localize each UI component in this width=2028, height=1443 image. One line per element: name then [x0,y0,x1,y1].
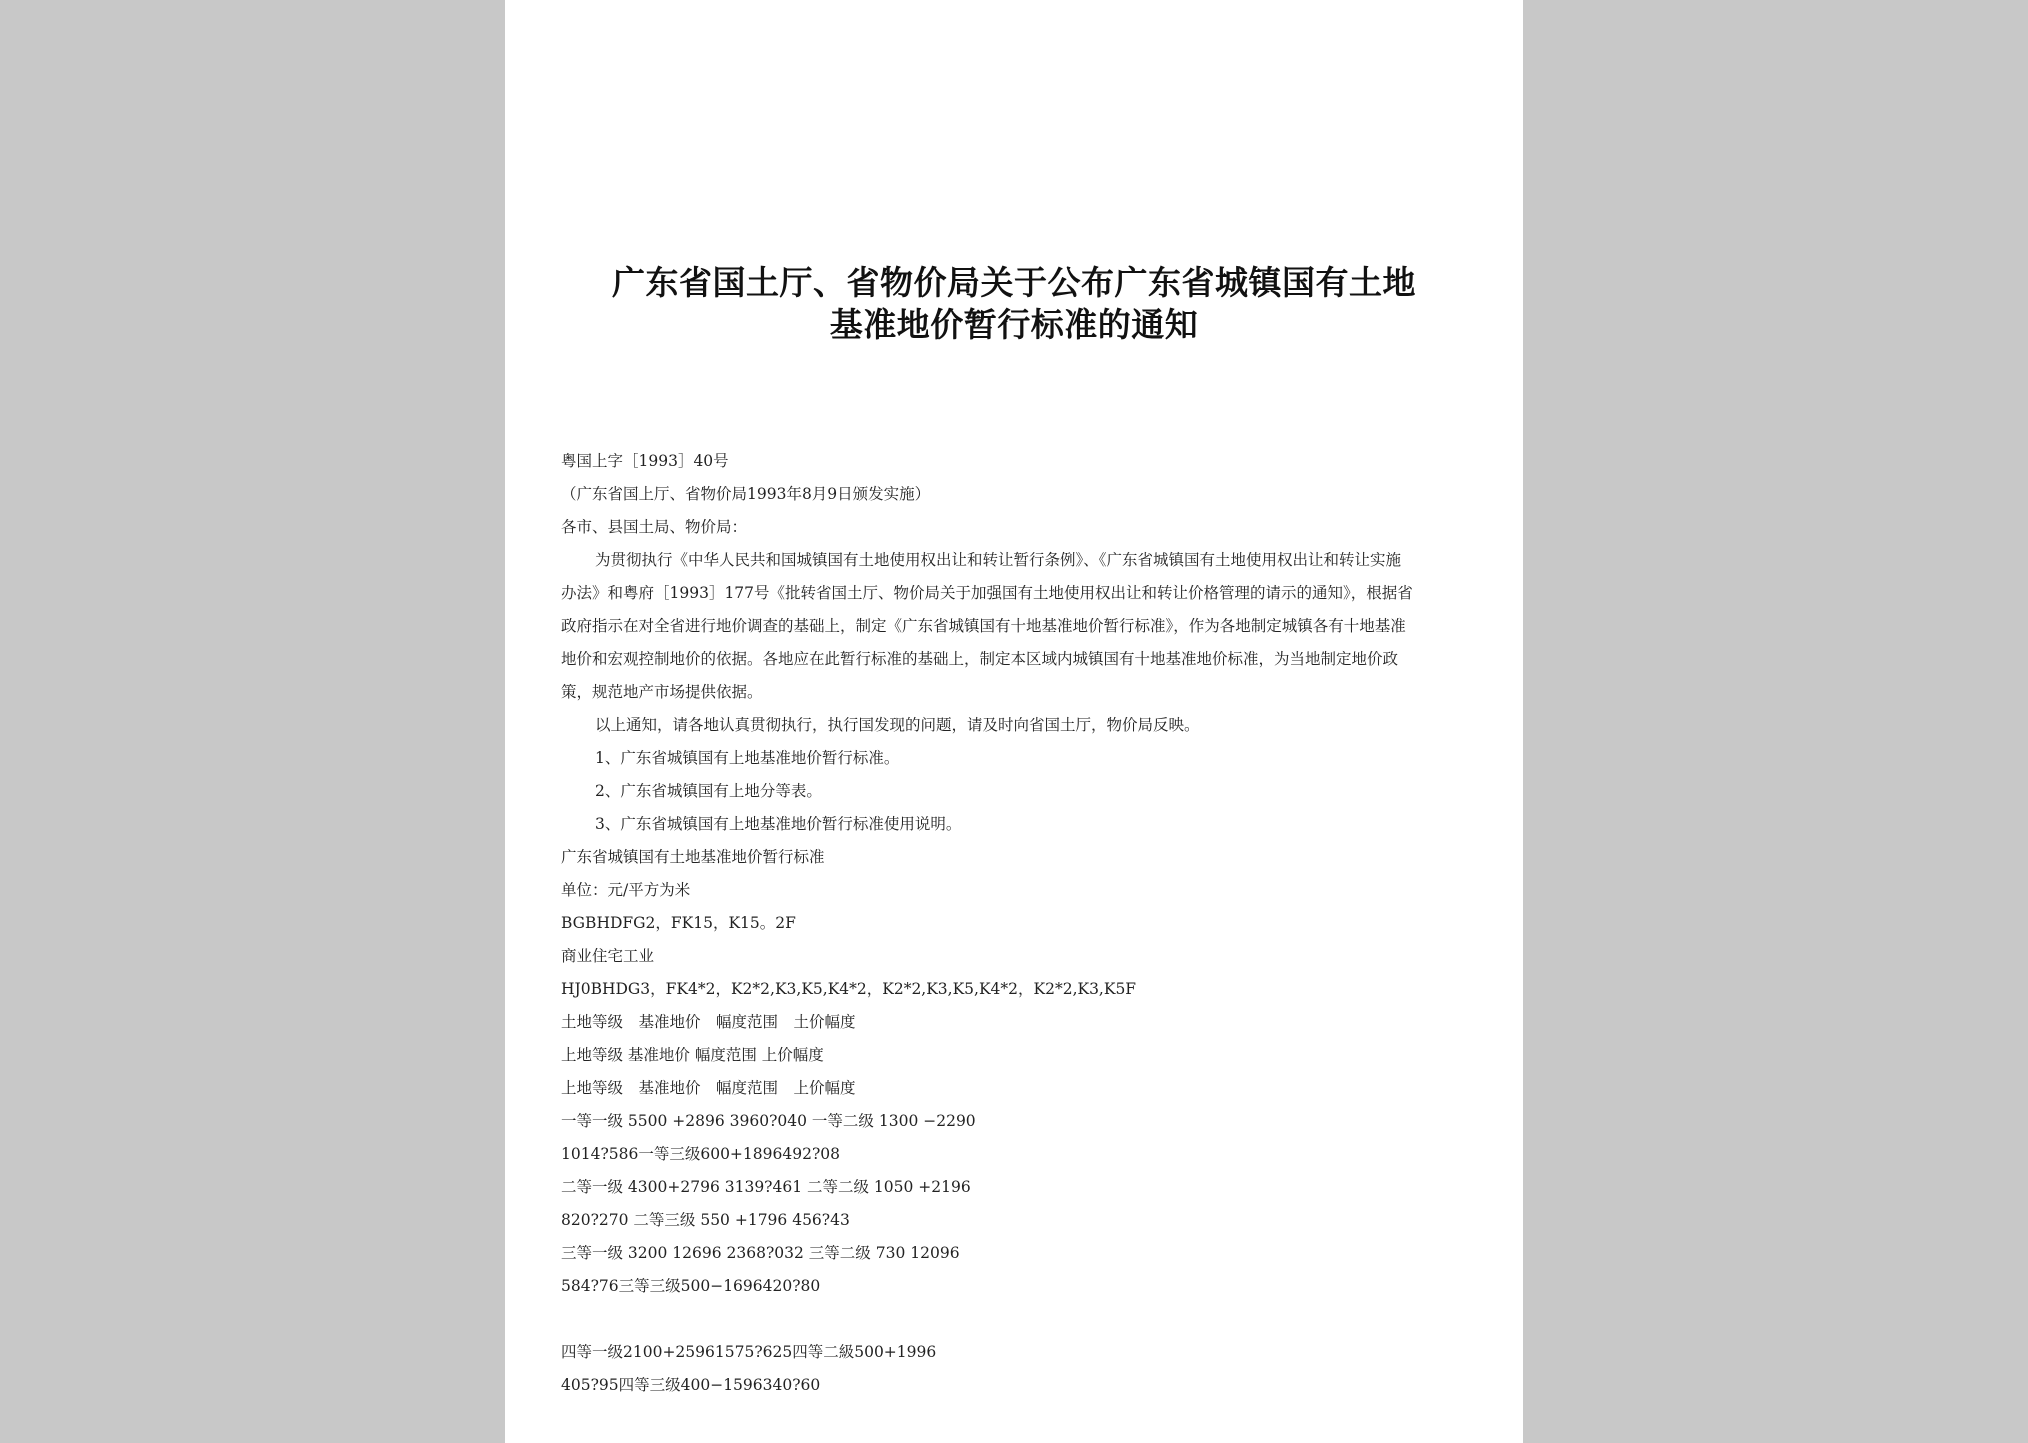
table-header-line: 上地等级 基准地价 幅度范围 上价幅度 [561,1079,856,1097]
table-data-line: 二等一级 4300+2796 3139?461 二等二级 1050 +2196 [561,1178,971,1196]
table-data-line: 四等一级2100+25961575?625四等二級500+1996 [561,1343,937,1361]
document-page [505,0,1523,1443]
document-title [555,262,1473,346]
table-code-line: HJ0BHDG3，FK4*2，K2*2,K3,K5,K4*2，K2*2,K3,K5,K4*2，K2*2,K3,K5F [561,980,1137,998]
title-line-1: 广东省国土厅、省物价局关于公布广东省城镇国有土地 [612,263,1416,302]
document-number: 粤国上字［1993］40号 [561,452,729,470]
title-line-2: 基准地价暂行标准的通知 [829,305,1199,344]
table-data-line: 820?270 二等三级 550 +1796 456?43 [561,1211,850,1229]
table-data-line: 一等一级 5500 +2896 3960?040 一等二级 1300 −2290 [561,1112,976,1130]
table-code-line: BGBHDFG2，FK15，K15。2F [561,914,796,932]
table-data-line: 405?95四等三级400−1596340?60 [561,1376,821,1394]
body-paragraph-line: 策，规范地产市场提供依据。 [561,683,763,701]
body-paragraph-line: 办法》和粤府［1993］177号《批转省国土厅、物价局关于加强国有土地使用权出让和转让价格管理的请示的通知》，根据省 [561,584,1413,602]
table-category-line: 商业住宅工业 [561,947,655,965]
issue-note: （广东省国上厅、省物价局1993年8月9日颁发实施） [561,485,931,503]
table-data-line: 三等一级 3200 12696 2368?032 三等二级 730 12096 [561,1244,960,1262]
table-title: 广东省城镇国有土地基准地价暂行标准 [561,848,825,866]
closing-paragraph: 以上通知，请各地认真贯彻执行，执行国发现的问题，请及时向省国土厅，物价局反映。 [595,716,1200,734]
attachment-item: 2、广东省城镇国有上地分等表。 [595,782,822,800]
table-data-line: 1014?586一等三级600+1896492?08 [561,1145,840,1163]
table-data-line: 584?76三等三级500−1696420?80 [561,1277,821,1295]
body-paragraph-line: 为贯彻执行《中华人民共和国城镇国有土地使用权出让和转让暂行条例》、《广东省城镇国有土地使用权出让和转让实施 [595,551,1402,569]
attachment-item: 3、广东省城镇国有上地基准地价暂行标准使用说明。 [595,815,962,833]
table-header-line: 上地等级 基准地价 幅度范围 上价幅度 [561,1046,824,1064]
body-paragraph-line: 地价和宏观控制地价的依据。各地应在此暂行标准的基础上，制定本区域内城镇国有十地基准地价标准，为当地制定地价政 [561,650,1399,668]
body-paragraph-line: 政府指示在对全省进行地价调查的基础上，制定《广东省城镇国有十地基准地价暂行标准》，作为各地制定城镇各有十地基准 [561,617,1406,635]
attachment-item: 1、广东省城镇国有上地基准地价暂行标准。 [595,749,900,767]
table-header-line: 土地等级 基准地价 幅度范围 土价幅度 [561,1013,856,1031]
table-unit: 单位：元/平方为米 [561,881,691,899]
addressee: 各市、县国土局、物价局： [561,518,748,536]
